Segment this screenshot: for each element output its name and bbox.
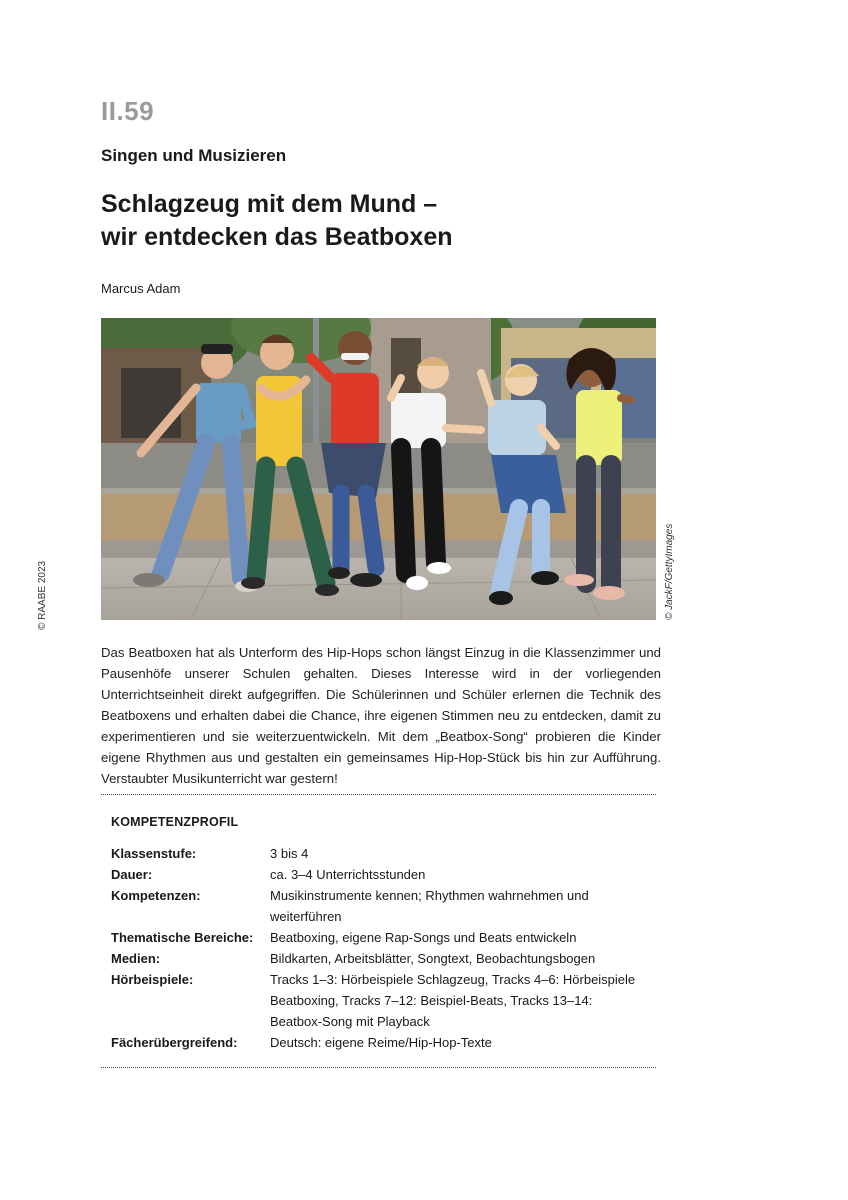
profile-value: ca. 3–4 Unterrichtsstunden (270, 867, 426, 882)
unit-code: II.59 (101, 96, 155, 126)
title-line-2: wir entdecken das Beatboxen (101, 223, 453, 251)
profile-label: Hörbeispiele: (111, 972, 194, 987)
profile-value: Tracks 1–3: Hörbeispiele Schlagzeug, Tracks 4–6: Hörbeispiele Beatboxing, Tracks 7–12: Beispiel-Beats, Tracks 13–14: Beatbox-Song mit Playback (270, 972, 636, 1029)
profile-value: Beatboxing, eigene Rap-Songs und Beats entwickeln (270, 930, 577, 945)
profile-label: Kompetenzen: (111, 888, 201, 903)
dotted-divider-bottom (101, 1067, 656, 1068)
profile-heading: KOMPETENZPROFIL (111, 815, 239, 829)
profile-label: Dauer: (111, 867, 153, 882)
profile-label: Klassenstufe: (111, 846, 197, 861)
profile-label: Thematische Bereiche: (111, 930, 254, 945)
title-line-1: Schlagzeug mit dem Mund – (101, 190, 438, 218)
category-heading: Singen und Musizieren (101, 146, 287, 165)
profile-value: Deutsch: eigene Reime/Hip-Hop-Texte (270, 1035, 492, 1050)
photo-credit: © JackF/GettyImages (664, 523, 675, 620)
profile-value: 3 bis 4 (270, 846, 309, 861)
profile-value: Musikinstrumente kennen; Rhythmen wahrnehmen und weiterführen (270, 888, 589, 924)
profile-value: Bildkarten, Arbeitsblätter, Songtext, Beobachtungsbogen (270, 951, 596, 966)
profile-label: Fächerübergreifend: (111, 1035, 238, 1050)
profile-label: Medien: (111, 951, 161, 966)
page-title (101, 188, 661, 254)
author-name: Marcus Adam (101, 281, 181, 296)
children-dancing-photo (101, 318, 656, 620)
copyright-note: © RAABE 2023 (37, 560, 48, 630)
dotted-divider-top (101, 794, 656, 795)
intro-paragraph: Das Beatboxen hat als Unterform des Hip-Hops schon längst Einzug in die Klassenzimmer und Pausenhöfe unserer Schulen gehalten. Dieses Interesse wird in der vorliegenden Unterrichtseinheit direkt aufgegriffen. Die Schülerinnen und Schüler erlernen die Technik des Beatboxens und erhalten dabei die Chance, ihre eigenen Stimmen neu zu entdecken, damit zu experimentieren und sie weiterzuentwickeln. Mit dem „Beatbox-Song“ probieren die Kinder eigene Rhythmen aus und gestalten ein gemeinsames Hip-Hop-Stück bis hin zur Aufführung. Verstaubter Musikunterricht war gestern! (101, 645, 661, 786)
